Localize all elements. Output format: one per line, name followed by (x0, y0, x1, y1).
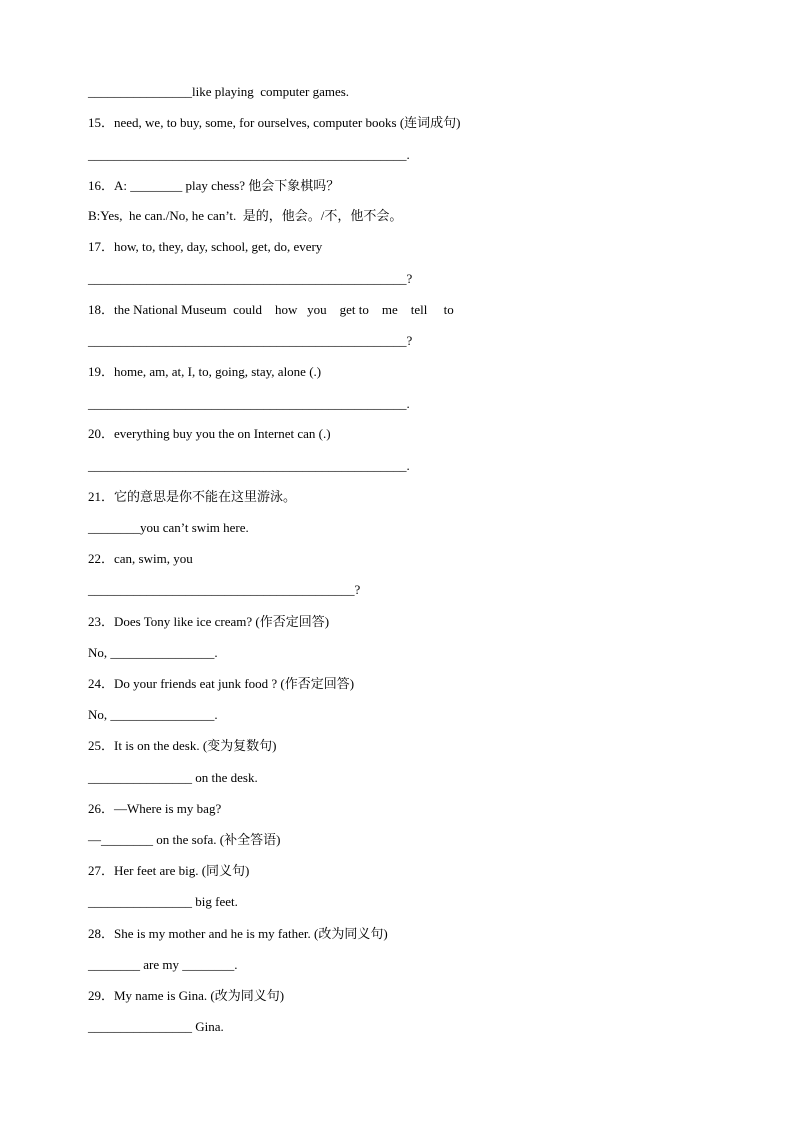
answer-line-27 (88, 894, 238, 910)
answer-blank[interactable]: ________________ (88, 84, 192, 99)
question-29: 29．My name is Gina. (改为同义句) (88, 988, 285, 1003)
answer-line-15 (88, 147, 410, 163)
answer-blank[interactable]: ________ (88, 957, 140, 972)
line-text: like playing computer games. (192, 84, 350, 99)
answer-blank[interactable]: ________________ (110, 707, 215, 722)
answer-line-28 (88, 957, 237, 973)
question-22: 22．can, swim, you (88, 551, 193, 566)
line-text: ? (406, 271, 413, 286)
line-text: on the desk. (192, 770, 258, 785)
question-21: 21．它的意思是你不能在这里游泳。 (88, 489, 297, 504)
line-text: big feet. (192, 894, 238, 909)
answer-line-25 (88, 770, 258, 786)
question-19: 19．home, am, at, I, to, going, stay, alone (.) (88, 364, 322, 379)
line-text: you can’t swim here. (140, 520, 249, 535)
line-text: ? (406, 333, 413, 348)
answer-line-23 (88, 645, 218, 661)
answer-line-22 (88, 582, 360, 598)
answer-line-21 (88, 520, 249, 536)
answer-blank[interactable]: _________________________________________________ (88, 271, 407, 286)
question-24: 24．Do your friends eat junk food ? (作否定回答) (88, 676, 355, 691)
question-18: 18．the National Museum could how you get to me tell to (88, 302, 454, 317)
answer-blank[interactable]: ________________ (88, 894, 192, 909)
answer-line-29 (88, 1019, 224, 1035)
answer-blank[interactable]: ________________ (88, 770, 192, 785)
question-26: 26．—Where is my bag? (88, 801, 222, 816)
question-28: 28．She is my mother and he is my father. (改为同义句) (88, 926, 388, 941)
answer-blank[interactable]: _________________________________________________ (88, 458, 407, 473)
line-text: are my ________. (140, 957, 238, 972)
question-20: 20．everything buy you the on Internet can (.) (88, 426, 331, 441)
line-prefix: — (88, 832, 101, 847)
answer-blank[interactable]: _________________________________________________ (88, 147, 407, 162)
line-text: on the sofa. (补全答语) (153, 832, 281, 847)
answer-line-26 (88, 832, 280, 848)
question-25: 25．It is on the desk. (变为复数句) (88, 738, 277, 753)
question-17: 17．how, to, they, day, school, get, do, every (88, 239, 323, 254)
answer-line-14 (88, 84, 349, 100)
question-16-answer: B:Yes, he can./No, he can’t. 是的，他会。/不，他不会。 (88, 208, 403, 223)
line-text: . (406, 147, 410, 162)
line-text: . (214, 707, 218, 722)
line-prefix: No, (88, 707, 111, 722)
answer-blank[interactable]: ________________ (88, 1019, 192, 1034)
answer-blank[interactable]: ________ (88, 520, 140, 535)
answer-blank[interactable]: _________________________________________________ (88, 333, 407, 348)
answer-blank[interactable]: ________ (101, 832, 153, 847)
answer-line-24 (88, 707, 218, 723)
question-23: 23．Does Tony like ice cream? (作否定回答) (88, 614, 330, 629)
line-text: . (214, 645, 218, 660)
line-text: . (406, 396, 410, 411)
line-text: Gina. (192, 1019, 224, 1034)
answer-blank[interactable]: ________________ (110, 645, 215, 660)
line-text: ? (354, 582, 361, 597)
answer-line-19 (88, 396, 410, 412)
answer-blank[interactable]: _________________________________________________ (88, 396, 407, 411)
answer-blank[interactable]: _________________________________________ (88, 582, 355, 597)
question-15: 15．need, we, to buy, some, for ourselves, computer books (连词成句) (88, 115, 461, 130)
question-27: 27．Her feet are big. (同义句) (88, 863, 250, 878)
question-16: 16．A: ________ play chess? 他会下象棋吗？ (88, 178, 340, 193)
line-prefix: No, (88, 645, 111, 660)
line-text: . (406, 458, 410, 473)
answer-line-18 (88, 333, 412, 349)
answer-line-20 (88, 458, 410, 474)
answer-line-17 (88, 271, 412, 287)
